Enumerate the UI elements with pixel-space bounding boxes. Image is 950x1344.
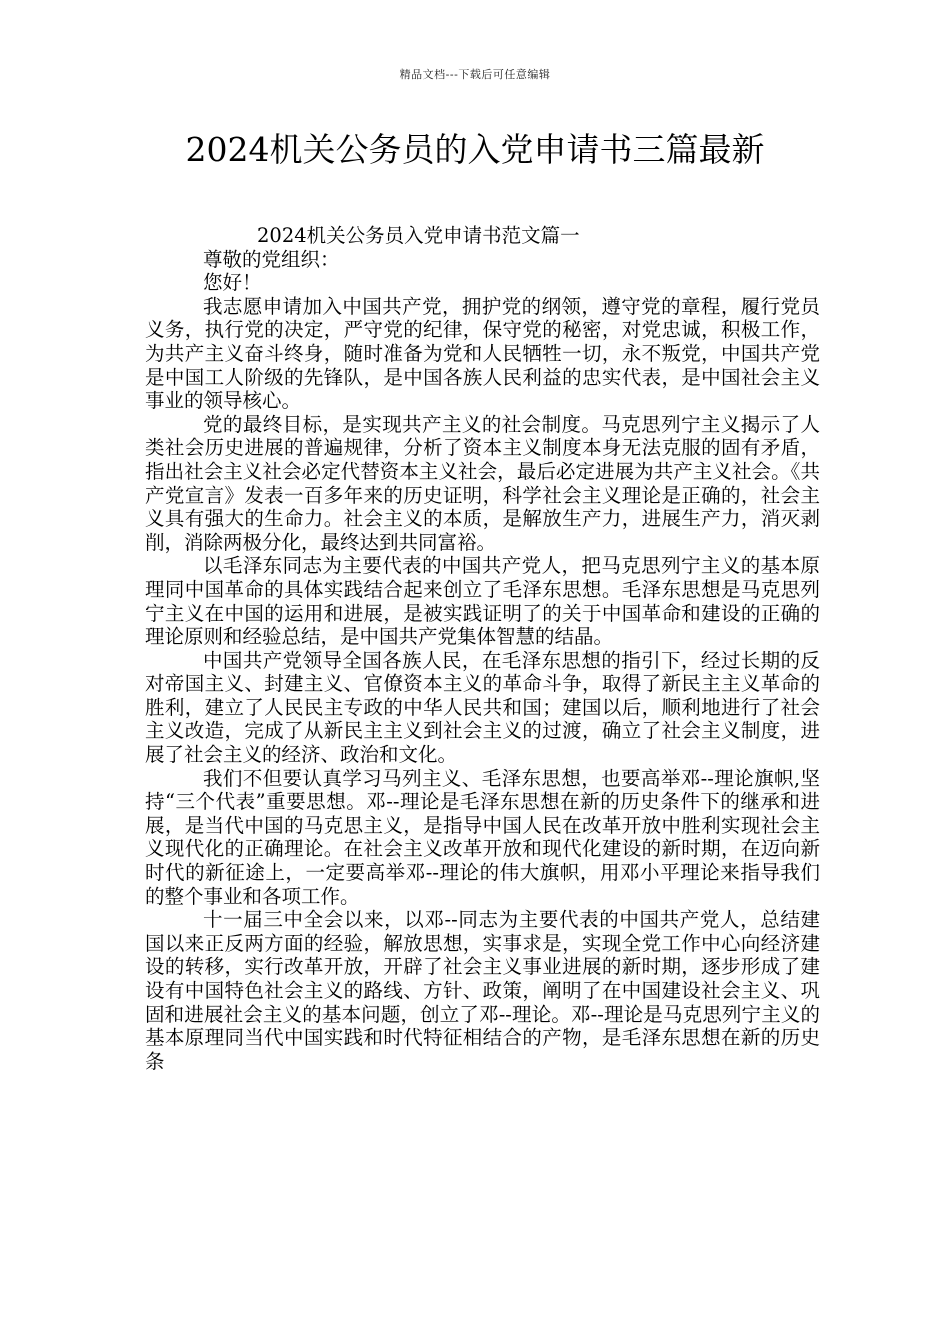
salutation: 尊敬的党组织： <box>203 247 340 271</box>
page-header-note: 精品文档---下载后可任意编辑 <box>399 68 551 81</box>
section-title: 2024机关公务员入党申请书范文篇一 <box>257 224 580 247</box>
paragraph: 中国共产党领导全国各族人民，在毛泽东思想的指引下，经过长期的反对帝国主义、封建主义、官僚资本主义的革命斗争，取得了新民主主义革命的胜利，建立了人民民主专政的中华人民共和国；建国以后，顺利地进行了社会主义改造，完成了从新民主主义到社会主义的过渡，确立了社会主义制度，进展了社会主义的经济、政治和文化。 <box>145 648 820 767</box>
paragraph: 党的最终目标，是实现共产主义的社会制度。马克思列宁主义揭示了人类社会历史进展的普遍规律，分析了资本主义制度本身无法克服的固有矛盾，指出社会主义社会必定代替资本主义社会，最后必定进展为共产主义社会。《共产党宣言》发表一百多年来的历史证明，科学社会主义理论是正确的，社会主义具有强大的生命力。社会主义的本质，是解放生产力，进展生产力，消灭剥削，消除两极分化，最终达到共同富裕。 <box>145 412 820 554</box>
document-title: 2024机关公务员的入党申请书三篇最新 <box>185 130 765 169</box>
paragraph: 以毛泽东同志为主要代表的中国共产党人，把马克思列宁主义的基本原理同中国革命的具体实践结合起来创立了毛泽东思想。毛泽东思想是马克思列宁主义在中国的运用和进展，是被实践证明了的关于中国革命和建设的正确的理论原则和经验总结，是中国共产党集体智慧的结晶。 <box>145 554 820 649</box>
paragraph: 我们不但要认真学习马列主义、毛泽东思想，也要高举邓--理论旗帜,坚持“三个代表”重要思想。邓--理论是毛泽东思想在新的历史条件下的继承和进展，是当代中国的马克思主义，是指导中国人民在改革开放中胜利实现社会主义现代化的正确理论。在社会主义改革开放和现代化建设的新时期，在迈向新时代的新征途上，一定要高举邓--理论的伟大旗帜，用邓小平理论来指导我们的整个事业和各项工作。 <box>145 766 820 908</box>
paragraph: 十一届三中全会以来，以邓--同志为主要代表的中国共产党人，总结建国以来正反两方面的经验，解放思想，实事求是，实现全党工作中心向经济建设的转移，实行改革开放，开辟了社会主义事业进展的新时期，逐步形成了建设有中国特色社会主义的路线、方针、政策，阐明了在中国建设社会主义、巩固和进展社会主义的基本问题，创立了邓--理论。邓--理论是马克思列宁主义的基本原理同当代中国实践和时代特征相结合的产物，是毛泽东思想在新的历史条 <box>145 908 820 1073</box>
document-body <box>145 224 820 1073</box>
greeting: 您好！ <box>203 271 262 295</box>
paragraph: 我志愿申请加入中国共产党，拥护党的纲领，遵守党的章程，履行党员义务，执行党的决定，严守党的纪律，保守党的秘密，对党忠诚，积极工作，为共产主义奋斗终身，随时准备为党和人民牺牲一切，永不叛党，中国共产党是中国工人阶级的先锋队，是中国各族人民利益的忠实代表，是中国社会主义事业的领导核心。 <box>145 294 820 413</box>
